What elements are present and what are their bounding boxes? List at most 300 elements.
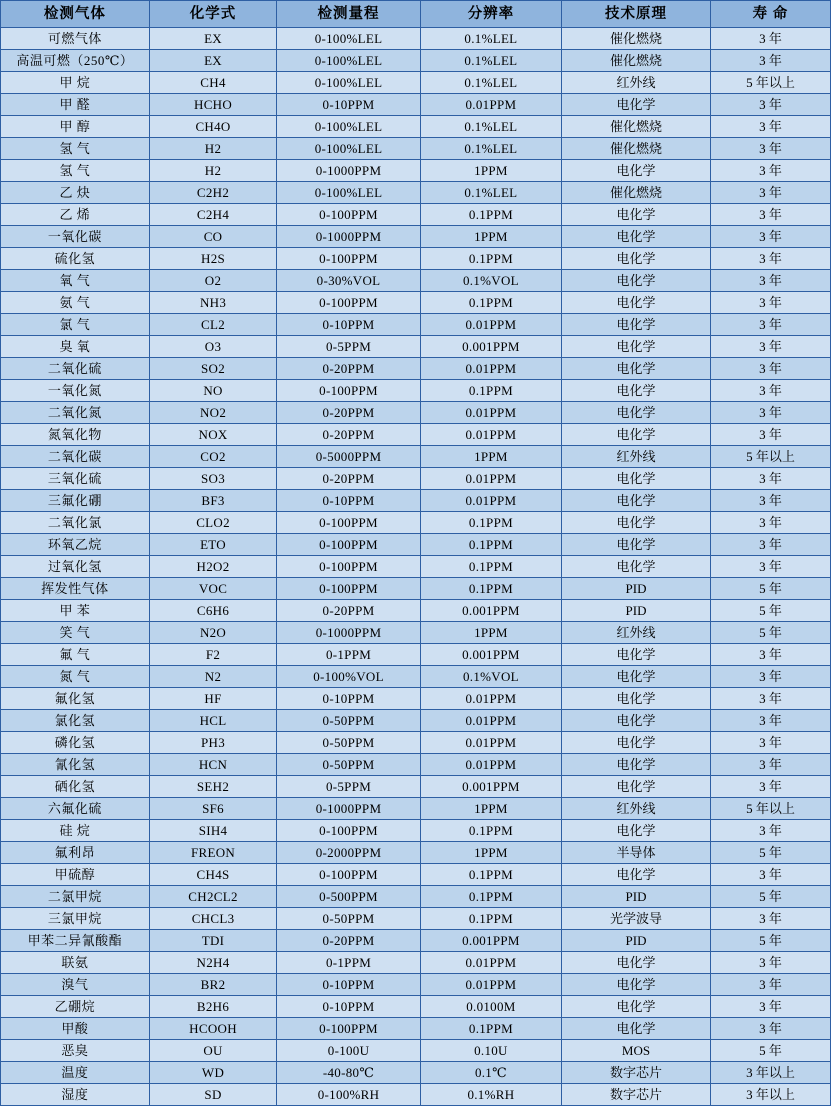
table-cell: 电化学 (562, 688, 711, 710)
table-row (1, 688, 831, 710)
table-cell: 0-100PPM (277, 820, 420, 842)
table-cell: 0.0100M (420, 996, 561, 1018)
table-header-row (1, 1, 831, 28)
table-cell: 0.1%VOL (420, 666, 561, 688)
table-row (1, 754, 831, 776)
table-cell: WD (149, 1062, 277, 1084)
table-cell: 0-100PPM (277, 534, 420, 556)
table-cell: CHCL3 (149, 908, 277, 930)
table-cell: 0-50PPM (277, 732, 420, 754)
table-cell: OU (149, 1040, 277, 1062)
table-row (1, 358, 831, 380)
table-cell: 恶臭 (1, 1040, 150, 1062)
table-cell: CH4O (149, 116, 277, 138)
table-row (1, 732, 831, 754)
table-cell: 3 年 (710, 996, 830, 1018)
table-cell: 0-100%LEL (277, 182, 420, 204)
table-cell: N2 (149, 666, 277, 688)
table-cell: 3 年 (710, 380, 830, 402)
table-cell: 氢 气 (1, 160, 150, 182)
table-cell: 乙 烯 (1, 204, 150, 226)
table-cell: 0.1℃ (420, 1062, 561, 1084)
table-cell: NH3 (149, 292, 277, 314)
table-cell: 3 年 (710, 94, 830, 116)
table-cell: 3 年 (710, 248, 830, 270)
table-cell: 电化学 (562, 996, 711, 1018)
table-cell: 催化燃烧 (562, 28, 711, 50)
table-row (1, 94, 831, 116)
table-cell: 磷化氢 (1, 732, 150, 754)
table-cell: 1PPM (420, 798, 561, 820)
table-cell: 电化学 (562, 534, 711, 556)
table-cell: 3 年 (710, 952, 830, 974)
table-cell: 0-100%LEL (277, 28, 420, 50)
table-cell: 0.01PPM (420, 358, 561, 380)
table-cell: 0.1PPM (420, 380, 561, 402)
table-cell: 催化燃烧 (562, 50, 711, 72)
table-cell: 0.01PPM (420, 94, 561, 116)
table-cell: 0-100PPM (277, 578, 420, 600)
table-cell: 0-20PPM (277, 468, 420, 490)
table-row (1, 138, 831, 160)
table-cell: SO2 (149, 358, 277, 380)
table-cell: 0-10PPM (277, 974, 420, 996)
table-cell: 溴气 (1, 974, 150, 996)
table-cell: 电化学 (562, 556, 711, 578)
table-cell: C6H6 (149, 600, 277, 622)
table-cell: 电化学 (562, 270, 711, 292)
table-cell: 3 年 (710, 666, 830, 688)
table-cell: C2H4 (149, 204, 277, 226)
table-cell: 红外线 (562, 446, 711, 468)
table-cell: 硅 烷 (1, 820, 150, 842)
table-cell: 温度 (1, 1062, 150, 1084)
table-cell: 0-100PPM (277, 380, 420, 402)
table-cell: 3 年以上 (710, 1062, 830, 1084)
table-cell: 电化学 (562, 974, 711, 996)
table-cell: 0-30%VOL (277, 270, 420, 292)
table-cell: 0.1%LEL (420, 50, 561, 72)
table-cell: 5 年 (710, 842, 830, 864)
table-cell: 0.1%LEL (420, 28, 561, 50)
table-cell: 0.1PPM (420, 204, 561, 226)
table-cell: 0-10PPM (277, 314, 420, 336)
table-cell: 3 年 (710, 424, 830, 446)
table-cell: 电化学 (562, 666, 711, 688)
table-cell: 电化学 (562, 160, 711, 182)
table-cell: O3 (149, 336, 277, 358)
table-cell: 0.1PPM (420, 908, 561, 930)
table-cell: 电化学 (562, 754, 711, 776)
table-cell: 联氨 (1, 952, 150, 974)
table-cell: 臭 氧 (1, 336, 150, 358)
table-cell: 0.1PPM (420, 534, 561, 556)
table-row (1, 666, 831, 688)
table-cell: SF6 (149, 798, 277, 820)
table-cell: H2 (149, 138, 277, 160)
table-cell: 氧 气 (1, 270, 150, 292)
table-cell: 甲 醛 (1, 94, 150, 116)
column-header-principle: 技术原理 (562, 1, 711, 28)
table-row (1, 710, 831, 732)
table-cell: EX (149, 50, 277, 72)
table-cell: 0-20PPM (277, 424, 420, 446)
table-cell: 3 年 (710, 556, 830, 578)
table-cell: 0.1%LEL (420, 182, 561, 204)
table-cell: 电化学 (562, 776, 711, 798)
table-cell: 催化燃烧 (562, 116, 711, 138)
table-cell: 乙 炔 (1, 182, 150, 204)
table-cell: 电化学 (562, 490, 711, 512)
table-cell: HCN (149, 754, 277, 776)
table-cell: PID (562, 578, 711, 600)
table-cell: H2S (149, 248, 277, 270)
table-cell: SEH2 (149, 776, 277, 798)
table-cell: 甲苯二异氰酸酯 (1, 930, 150, 952)
table-cell: 3 年 (710, 402, 830, 424)
table-cell: 0.1PPM (420, 556, 561, 578)
table-cell: HCOOH (149, 1018, 277, 1040)
column-header-resolution: 分辨率 (420, 1, 561, 28)
table-cell: 0-1000PPM (277, 226, 420, 248)
table-cell: PH3 (149, 732, 277, 754)
table-cell: 电化学 (562, 402, 711, 424)
table-row (1, 578, 831, 600)
table-cell: 0-10PPM (277, 996, 420, 1018)
table-cell: PID (562, 600, 711, 622)
table-cell: 1PPM (420, 446, 561, 468)
table-cell: 0-100PPM (277, 204, 420, 226)
table-row (1, 248, 831, 270)
table-row (1, 776, 831, 798)
table-cell: 0.1%LEL (420, 138, 561, 160)
table-cell: 3 年 (710, 908, 830, 930)
table-cell: SIH4 (149, 820, 277, 842)
table-row (1, 1062, 831, 1084)
table-cell: 0-2000PPM (277, 842, 420, 864)
table-cell: NOX (149, 424, 277, 446)
table-row (1, 974, 831, 996)
table-cell: 0.1%LEL (420, 116, 561, 138)
table-cell: 三氟化硼 (1, 490, 150, 512)
table-cell: 电化学 (562, 248, 711, 270)
table-row (1, 930, 831, 952)
table-cell: 电化学 (562, 644, 711, 666)
table-cell: 0.01PPM (420, 754, 561, 776)
table-cell: 可燃气体 (1, 28, 150, 50)
table-cell: 1PPM (420, 160, 561, 182)
table-cell: 0.1PPM (420, 886, 561, 908)
table-cell: 0-50PPM (277, 754, 420, 776)
table-row (1, 600, 831, 622)
table-cell: 3 年 (710, 270, 830, 292)
table-cell: 0-1000PPM (277, 160, 420, 182)
table-row (1, 380, 831, 402)
table-cell: HCL (149, 710, 277, 732)
table-cell: 3 年 (710, 28, 830, 50)
table-cell: 0-10PPM (277, 490, 420, 512)
table-cell: 0-20PPM (277, 358, 420, 380)
table-cell: 电化学 (562, 864, 711, 886)
table-cell: 二氧化氮 (1, 402, 150, 424)
table-cell: 3 年 (710, 116, 830, 138)
table-cell: -40-80℃ (277, 1062, 420, 1084)
table-cell: 电化学 (562, 820, 711, 842)
table-cell: 3 年 (710, 358, 830, 380)
table-cell: 5 年 (710, 622, 830, 644)
table-cell: 5 年以上 (710, 72, 830, 94)
table-row (1, 908, 831, 930)
table-cell: SO3 (149, 468, 277, 490)
table-cell: CO2 (149, 446, 277, 468)
table-cell: 红外线 (562, 622, 711, 644)
table-cell: 3 年 (710, 314, 830, 336)
table-cell: 电化学 (562, 226, 711, 248)
table-cell: 3 年以上 (710, 1084, 830, 1106)
table-row (1, 886, 831, 908)
table-cell: BF3 (149, 490, 277, 512)
table-cell: CL2 (149, 314, 277, 336)
table-cell: 0-100%LEL (277, 116, 420, 138)
table-cell: 0-100%VOL (277, 666, 420, 688)
table-cell: VOC (149, 578, 277, 600)
table-cell: 环氧乙烷 (1, 534, 150, 556)
table-cell: 0.1%RH (420, 1084, 561, 1106)
table-cell: 3 年 (710, 644, 830, 666)
table-cell: 0-500PPM (277, 886, 420, 908)
table-cell: 1PPM (420, 842, 561, 864)
table-cell: O2 (149, 270, 277, 292)
table-cell: 电化学 (562, 1018, 711, 1040)
table-row (1, 644, 831, 666)
table-cell: 湿度 (1, 1084, 150, 1106)
table-row (1, 226, 831, 248)
table-cell: 氯 气 (1, 314, 150, 336)
table-cell: 高温可燃（250℃） (1, 50, 150, 72)
table-cell: 0.001PPM (420, 930, 561, 952)
table-cell: 0.001PPM (420, 600, 561, 622)
table-cell: 0-100PPM (277, 864, 420, 886)
table-cell: 3 年 (710, 1018, 830, 1040)
table-cell: 3 年 (710, 732, 830, 754)
table-cell: 0.01PPM (420, 974, 561, 996)
table-cell: CH4 (149, 72, 277, 94)
table-row (1, 952, 831, 974)
table-cell: 5 年以上 (710, 798, 830, 820)
table-cell: 硫化氢 (1, 248, 150, 270)
table-cell: 二氧化碳 (1, 446, 150, 468)
table-row (1, 1040, 831, 1062)
table-cell: 0-100U (277, 1040, 420, 1062)
table-cell: ETO (149, 534, 277, 556)
table-cell: 电化学 (562, 952, 711, 974)
table-cell: 氟 气 (1, 644, 150, 666)
table-cell: 0-100PPM (277, 292, 420, 314)
table-cell: 3 年 (710, 534, 830, 556)
table-cell: 氮氧化物 (1, 424, 150, 446)
table-row (1, 468, 831, 490)
table-cell: EX (149, 28, 277, 50)
table-cell: 电化学 (562, 424, 711, 446)
table-cell: 氨 气 (1, 292, 150, 314)
table-cell: 催化燃烧 (562, 182, 711, 204)
table-cell: 电化学 (562, 358, 711, 380)
table-cell: 0-50PPM (277, 710, 420, 732)
table-cell: 光学波导 (562, 908, 711, 930)
table-cell: SD (149, 1084, 277, 1106)
table-cell: 0-5000PPM (277, 446, 420, 468)
table-cell: 0.1PPM (420, 512, 561, 534)
table-cell: 0-50PPM (277, 908, 420, 930)
table-cell: 0.1PPM (420, 248, 561, 270)
table-cell: 3 年 (710, 974, 830, 996)
table-row (1, 116, 831, 138)
table-cell: 3 年 (710, 512, 830, 534)
table-row (1, 534, 831, 556)
table-row (1, 28, 831, 50)
table-cell: 0-100%LEL (277, 50, 420, 72)
table-cell: CLO2 (149, 512, 277, 534)
column-header-gas: 检测气体 (1, 1, 150, 28)
table-cell: MOS (562, 1040, 711, 1062)
table-row (1, 292, 831, 314)
table-row (1, 622, 831, 644)
table-cell: 0-10PPM (277, 688, 420, 710)
table-cell: 红外线 (562, 72, 711, 94)
table-cell: CH2CL2 (149, 886, 277, 908)
table-cell: NO2 (149, 402, 277, 424)
table-row (1, 1084, 831, 1106)
table-cell: 0-5PPM (277, 336, 420, 358)
table-cell: 0.1PPM (420, 578, 561, 600)
table-cell: 0-10PPM (277, 94, 420, 116)
table-cell: 0.001PPM (420, 644, 561, 666)
table-cell: 0-20PPM (277, 600, 420, 622)
table-cell: TDI (149, 930, 277, 952)
table-cell: 二氧化氯 (1, 512, 150, 534)
table-cell: 0.01PPM (420, 468, 561, 490)
table-cell: 0-100%LEL (277, 72, 420, 94)
column-header-range: 检测量程 (277, 1, 420, 28)
column-header-formula: 化学式 (149, 1, 277, 28)
table-cell: CO (149, 226, 277, 248)
table-cell: 0.01PPM (420, 710, 561, 732)
table-cell: 电化学 (562, 94, 711, 116)
table-cell: 0.1PPM (420, 1018, 561, 1040)
table-cell: 3 年 (710, 292, 830, 314)
table-cell: N2H4 (149, 952, 277, 974)
table-cell: 电化学 (562, 732, 711, 754)
table-cell: 甲 烷 (1, 72, 150, 94)
table-cell: B2H6 (149, 996, 277, 1018)
table-cell: 0.1PPM (420, 292, 561, 314)
table-cell: 0.01PPM (420, 424, 561, 446)
table-cell: 5 年 (710, 886, 830, 908)
table-cell: BR2 (149, 974, 277, 996)
table-cell: 氟化氢 (1, 688, 150, 710)
table-cell: 氯化氢 (1, 710, 150, 732)
table-cell: 半导体 (562, 842, 711, 864)
table-cell: 5 年 (710, 930, 830, 952)
table-cell: 3 年 (710, 138, 830, 160)
table-cell: 电化学 (562, 710, 711, 732)
table-row (1, 512, 831, 534)
table-cell: 电化学 (562, 336, 711, 358)
table-cell: 0-100PPM (277, 1018, 420, 1040)
table-cell: 0.01PPM (420, 490, 561, 512)
table-cell: 三氯甲烷 (1, 908, 150, 930)
table-row (1, 314, 831, 336)
table-row (1, 820, 831, 842)
table-cell: 硒化氢 (1, 776, 150, 798)
table-cell: 3 年 (710, 160, 830, 182)
table-row (1, 798, 831, 820)
table-row (1, 336, 831, 358)
table-cell: 电化学 (562, 204, 711, 226)
table-cell: 笑 气 (1, 622, 150, 644)
table-header (1, 1, 831, 28)
table-cell: 六氟化硫 (1, 798, 150, 820)
table-cell: 0.01PPM (420, 952, 561, 974)
table-cell: 0-1PPM (277, 952, 420, 974)
table-cell: H2O2 (149, 556, 277, 578)
table-row (1, 182, 831, 204)
table-cell: 3 年 (710, 468, 830, 490)
table-row (1, 446, 831, 468)
table-row (1, 556, 831, 578)
table-row (1, 864, 831, 886)
table-cell: 甲酸 (1, 1018, 150, 1040)
table-cell: 甲 苯 (1, 600, 150, 622)
table-cell: 0-100PPM (277, 556, 420, 578)
table-cell: 电化学 (562, 314, 711, 336)
table-cell: 0-100%RH (277, 1084, 420, 1106)
table-cell: 3 年 (710, 754, 830, 776)
table-row (1, 424, 831, 446)
table-cell: 电化学 (562, 380, 711, 402)
table-row (1, 160, 831, 182)
table-cell: 0.1%VOL (420, 270, 561, 292)
table-cell: 3 年 (710, 226, 830, 248)
table-cell: 3 年 (710, 688, 830, 710)
table-cell: 氢 气 (1, 138, 150, 160)
table-cell: 0.1PPM (420, 820, 561, 842)
table-cell: F2 (149, 644, 277, 666)
table-cell: 电化学 (562, 468, 711, 490)
table-cell: 0.01PPM (420, 688, 561, 710)
table-row (1, 270, 831, 292)
table-cell: 0.001PPM (420, 776, 561, 798)
table-cell: 3 年 (710, 490, 830, 512)
table-cell: 1PPM (420, 622, 561, 644)
table-cell: 0-5PPM (277, 776, 420, 798)
table-row (1, 72, 831, 94)
table-cell: CH4S (149, 864, 277, 886)
table-cell: 过氧化氢 (1, 556, 150, 578)
table-cell: 0-1000PPM (277, 622, 420, 644)
table-cell: 甲 醇 (1, 116, 150, 138)
table-cell: 0.01PPM (420, 732, 561, 754)
table-cell: 1PPM (420, 226, 561, 248)
table-cell: H2 (149, 160, 277, 182)
table-cell: 0.01PPM (420, 402, 561, 424)
table-cell: 5 年 (710, 600, 830, 622)
table-cell: 3 年 (710, 50, 830, 72)
table-row (1, 1018, 831, 1040)
table-cell: 0-20PPM (277, 930, 420, 952)
table-cell: 二氯甲烷 (1, 886, 150, 908)
table-cell: 数字芯片 (562, 1084, 711, 1106)
